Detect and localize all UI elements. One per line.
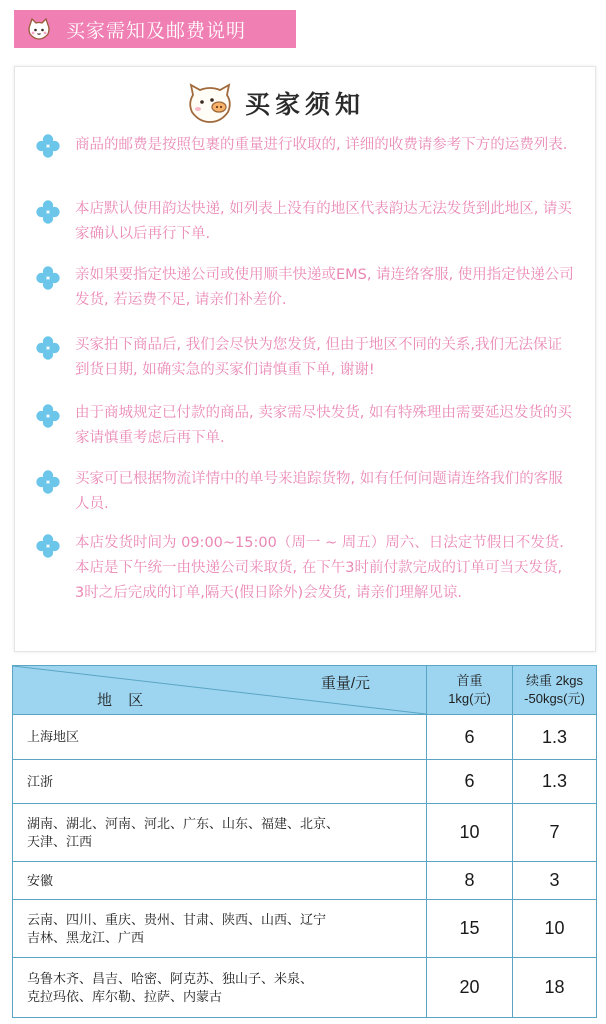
section-title: 买家需知及邮费说明 bbox=[66, 19, 247, 42]
extra-weight-price: 18 bbox=[513, 958, 597, 1018]
table-row bbox=[13, 715, 597, 760]
region-weight-header bbox=[13, 666, 427, 715]
section-header-bar bbox=[14, 10, 296, 48]
first-weight-price: 15 bbox=[427, 900, 513, 958]
extra-weight-unit: -50kgs(元) bbox=[524, 691, 585, 706]
notice-title: 买家须知 bbox=[245, 90, 366, 119]
region-cell bbox=[13, 715, 427, 760]
region-text: 克拉玛依、库尔勒、拉萨、内蒙古 bbox=[27, 988, 223, 1004]
first-weight-price: 8 bbox=[427, 862, 513, 900]
first-weight-unit: 1kg(元) bbox=[448, 691, 491, 706]
region-text: 天津、江西 bbox=[27, 833, 93, 849]
region-text: 云南、四川、重庆、贵州、甘肃、陕西、山西、辽宁 bbox=[27, 911, 327, 927]
notice-item-text: 亲如果要指定快递公司或使用顺丰快递或EMS, 请连络客服, 使用指定快递公司发货, 若运费不足, 请亲们补差价. bbox=[75, 267, 574, 308]
table-row bbox=[13, 900, 597, 958]
notice-item-text: 买家可已根据物流详情中的单号来追踪货物, 如有任何问题请连络我们的客服人员. bbox=[75, 471, 563, 512]
weight-price-label: 重量/元 bbox=[320, 675, 370, 692]
notice-item-text: 商品的邮费是按照包裹的重量进行收取的, 详细的收费请参考下方的运费列表. bbox=[75, 137, 568, 153]
region-cell bbox=[13, 760, 427, 804]
notice-item-text: 由于商城规定已付款的商品, 卖家需尽快发货, 如有特殊理由需要延迟发货的买家请慎重考虑后再下单. bbox=[75, 405, 572, 446]
extra-weight-price: 10 bbox=[513, 900, 597, 958]
table-row bbox=[13, 862, 597, 900]
pig-face-icon bbox=[185, 81, 235, 125]
first-weight-label: 首重 bbox=[456, 673, 483, 688]
clover-bullet-icon bbox=[35, 133, 61, 159]
region-cell bbox=[13, 958, 427, 1018]
notice-heading bbox=[185, 79, 365, 127]
region-text: 上海地区 bbox=[27, 729, 80, 744]
cat-face-icon bbox=[26, 16, 52, 42]
first-weight-price: 20 bbox=[427, 958, 513, 1018]
extra-weight-header bbox=[513, 666, 597, 715]
extra-weight-price: 1.3 bbox=[513, 715, 597, 760]
region-cell bbox=[13, 862, 427, 900]
region-cell bbox=[13, 900, 427, 958]
notice-item-text: 买家拍下商品后, 我们会尽快为您发货, 但由于地区不同的关系,我们无法保证到货日期, 如确实急的买家们请慎重下单, 谢谢! bbox=[75, 337, 563, 378]
first-weight-price: 6 bbox=[427, 760, 513, 804]
clover-bullet-icon bbox=[35, 199, 61, 225]
buyer-notice-panel bbox=[14, 66, 596, 652]
extra-weight-price: 1.3 bbox=[513, 760, 597, 804]
extra-weight-price: 7 bbox=[513, 804, 597, 862]
extra-weight-price: 3 bbox=[513, 862, 597, 900]
first-weight-header bbox=[427, 666, 513, 715]
clover-bullet-icon bbox=[35, 335, 61, 361]
region-text: 江浙 bbox=[27, 773, 54, 789]
clover-bullet-icon bbox=[35, 265, 61, 291]
region-text: 安徽 bbox=[27, 872, 54, 888]
region-cell bbox=[13, 804, 427, 862]
notice-item-text: 本店默认使用韵达快递, 如列表上没有的地区代表韵达无法发货到此地区, 请买家确认以后再行下单. bbox=[75, 201, 572, 242]
table-row bbox=[13, 804, 597, 862]
clover-bullet-icon bbox=[35, 403, 61, 429]
table-header-row bbox=[13, 666, 597, 715]
extra-weight-label: 续重 2kgs bbox=[525, 673, 584, 688]
shipping-rate-table bbox=[12, 665, 597, 1018]
clover-bullet-icon bbox=[35, 533, 61, 559]
clover-bullet-icon bbox=[35, 469, 61, 495]
region-label: 地 区 bbox=[97, 692, 150, 709]
region-text: 湖南、湖北、河南、河北、广东、山东、福建、北京、 bbox=[27, 815, 340, 831]
first-weight-price: 6 bbox=[427, 715, 513, 760]
region-text: 吉林、黑龙江、广西 bbox=[27, 929, 145, 945]
table-row bbox=[13, 760, 597, 804]
notice-item-text: 本店发货时间为 09:00~15:00（周一 ~ 周五）周六、日法定节假日不发货. 本店是下午统一由快递公司来取货, 在下午3时前付款完成的订单可当天发货, 3时之后完成的订单,隔天(假日除外)会发货, 请亲们理解见谅. bbox=[75, 535, 564, 601]
first-weight-price: 10 bbox=[427, 804, 513, 862]
table-row bbox=[13, 958, 597, 1018]
region-text: 乌鲁木齐、昌吉、哈密、阿克苏、独山子、米泉、 bbox=[27, 970, 314, 986]
